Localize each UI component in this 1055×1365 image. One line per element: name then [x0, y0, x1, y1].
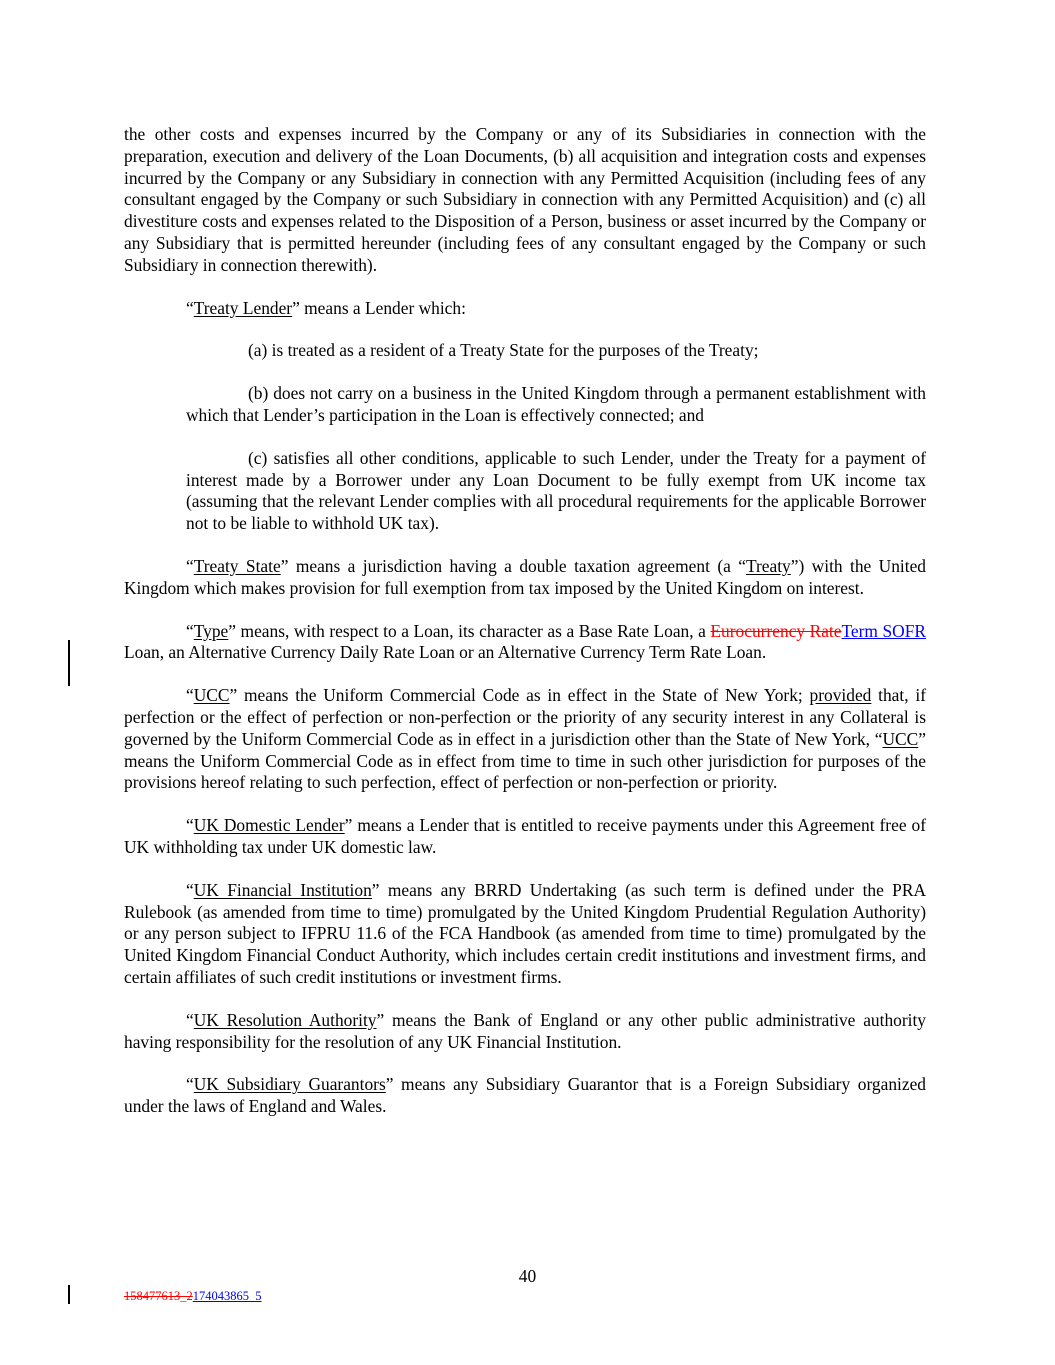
definition-text: ” means, with respect to a Loan, its character as a Base Rate Loan, a	[228, 620, 711, 641]
definition-treaty-lender	[124, 298, 926, 320]
definition-text: ” means the Bank of England or any other public administrative authority having responsibility for the resolution of any UK Financial Institution.	[124, 1009, 926, 1052]
defined-term: UK Financial Institution	[193, 879, 372, 900]
definition-uk-resolution-authority	[124, 1010, 926, 1054]
defined-term: UCC	[882, 728, 919, 749]
defined-term: Treaty State	[193, 555, 281, 576]
open-quote: “	[186, 879, 194, 900]
definition-uk-subsidiary-guarantors	[124, 1074, 926, 1118]
definition-uk-domestic-lender	[124, 815, 926, 859]
open-quote: “	[186, 815, 194, 836]
change-bar	[68, 1285, 70, 1304]
inserted-doc-id: 174043865_5	[192, 1289, 262, 1303]
definition-text: ” means a Lender which:	[292, 297, 466, 318]
definition-text: ” means a jurisdiction having a double taxation agreement (a “	[280, 555, 746, 576]
clause-a: (a) is treated as a resident of a Treaty State for the purposes of the Treaty;	[248, 340, 759, 361]
deleted-text: Eurocurrency Rate	[710, 620, 842, 641]
open-quote: “	[186, 297, 194, 318]
definition-ucc	[124, 685, 926, 794]
paragraph-intro: the other costs and expenses incurred by the Company or any of its Subsidiaries in connection with the preparation, execution and delivery of the Loan Documents, (b) all acquisition and integration costs and expenses incurred by the Company or any Subsidiary in connection with any Permitted Acquisition (including fees of any consultant engaged by the Company or such Subsidiary in connection with any Permitted Acquisition) and (c) all divestiture costs and expenses related to the Disposition of a Person, business or asset incurred by the Company or any Subsidiary that is permitted hereunder (including fees of any consultant engaged by the Company or such Subsidiary in connection therewith).	[124, 124, 926, 275]
definition-type	[124, 621, 926, 665]
open-quote: “	[186, 620, 194, 641]
open-quote: “	[186, 555, 194, 576]
page-number: 40	[518, 1266, 537, 1286]
defined-term: Type	[193, 620, 229, 641]
definition-text: ” means any BRRD Undertaking (as such term is defined under the PRA Rulebook (as amended from time to time) promulgated by the United Kingdom Prudential Regulation Authority) or any person subject to IFPRU 11.6 of the FCA Handbook (as amended from time to time) promulgated by the United Kingdom Financial Conduct Authority, which includes certain credit institutions and investment firms, and certain affiliates of such credit institutions or investment firms.	[124, 879, 927, 987]
defined-term: UK Subsidiary Guarantors	[193, 1074, 386, 1095]
clause-b: (b) does not carry on a business in the United Kingdom through a permanent establishment with which that Lender’s participation in the Loan is effectively connected; and	[186, 383, 926, 425]
change-bar	[68, 640, 70, 686]
definition-text: Loan, an Alternative Currency Daily Rate Loan or an Alternative Currency Term Rate Loan.	[124, 642, 767, 663]
definition-text: ” means the Uniform Commercial Code as in effect in the State of New York;	[229, 685, 810, 706]
open-quote: “	[186, 1009, 194, 1030]
definition-text: ” means a Lender that is entitled to receive payments under this Agreement free of UK withholding tax under UK domestic law.	[124, 815, 926, 857]
document-id	[124, 1289, 262, 1304]
definition-text: ” means the Uniform Commercial Code as in effect from time to time in such other jurisdiction for purposes of the provisions hereof relating to such perfection, effect of perfection or non-perfection or priority.	[124, 728, 926, 793]
defined-term: Treaty	[745, 555, 791, 576]
deleted-doc-id: 158477613_2	[124, 1289, 193, 1303]
document-body	[124, 124, 926, 1118]
defined-term: UK Resolution Authority	[193, 1009, 377, 1030]
provided-term: provided	[809, 685, 872, 706]
open-quote: “	[186, 1074, 194, 1095]
clause-c: (c) satisfies all other conditions, applicable to such Lender, under the Treaty for a payment of interest made by a Borrower under any Loan Document to be fully exempt from UK income tax (assuming that the relevant Lender complies with all procedural requirements for the applicable Borrower not to be liable to withhold UK tax).	[186, 447, 926, 534]
defined-term: Treaty Lender	[193, 297, 293, 318]
definition-uk-financial-institution	[124, 880, 926, 989]
defined-term: UCC	[193, 685, 230, 706]
definition-text: ”) with the United Kingdom which makes provision for full exemption from tax imposed by the United Kingdom on interest.	[124, 555, 926, 598]
definition-text: that, if perfection or the effect of perfection or non-perfection or the priority of any security interest in any Collateral is governed by the Uniform Commercial Code as in effect in a jurisdiction other than the State of New York, “	[124, 685, 926, 749]
defined-term: UK Domestic Lender	[193, 815, 345, 836]
inserted-text: Term SOFR	[841, 620, 926, 641]
open-quote: “	[186, 685, 194, 706]
definition-text: ” means any Subsidiary Guarantor that is a Foreign Subsidiary organized under the laws of England and Wales.	[124, 1074, 926, 1117]
definition-treaty-state	[124, 556, 926, 600]
